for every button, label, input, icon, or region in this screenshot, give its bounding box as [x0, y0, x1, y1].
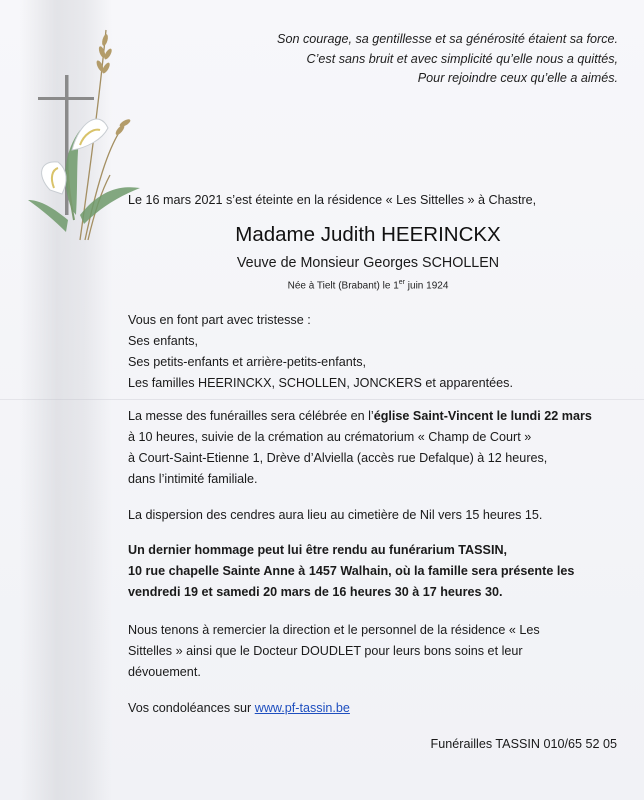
- announcement-intro: Le 16 mars 2021 s’est éteinte en la résidence « Les Sittelles » à Chastre,: [128, 193, 537, 207]
- thanks-line: Sittelles » ainsi que le Docteur DOUDLET pour leurs bons soins et leur: [128, 644, 523, 658]
- funeral-line: dans l’intimité familiale.: [128, 472, 258, 486]
- condolences-line: [128, 698, 350, 719]
- condolences-label: Vos condoléances sur: [128, 701, 255, 715]
- tribute-block: [128, 540, 574, 603]
- epigraph-line: C’est sans bruit et avec simplicité qu’elle nous a quittés,: [306, 51, 618, 66]
- tribute-line: Un dernier hommage peut lui être rendu au funérarium TASSIN,: [128, 543, 508, 557]
- epigraph: [277, 30, 618, 89]
- birth-line: [128, 279, 608, 291]
- birth-prefix: Née à Tielt (Brabant) le 1: [287, 280, 399, 292]
- birth-suffix: juin 1924: [405, 280, 449, 292]
- family-block: [128, 310, 513, 394]
- funeral-line: à Court-Saint-Etienne 1, Drève d’Alviella (accès rue Defalque) à 12 heures,: [128, 451, 548, 465]
- condolences-link[interactable]: www.pf-tassin.be: [254, 701, 350, 715]
- thanks-line: dévouement.: [128, 665, 201, 679]
- funeral-line-text: La messe des funérailles sera célébrée en l’: [128, 409, 374, 423]
- tribute-line: 10 rue chapelle Sainte Anne à 1457 Walhain, où la famille sera présente les: [128, 564, 575, 578]
- funeral-line: à 10 heures, suivie de la crémation au crématorium « Champ de Court »: [128, 430, 532, 444]
- church-date: église Saint-Vincent le lundi 22 mars: [373, 409, 592, 423]
- paper-fold: [0, 399, 644, 400]
- birth-ordinal: er: [398, 279, 406, 286]
- tribute-line: vendredi 19 et samedi 20 mars de 16 heures 30 à 17 heures 30.: [128, 585, 503, 599]
- family-line: Vous en font part avec tristesse :: [128, 313, 311, 327]
- family-line: Ses petits-enfants et arrière-petits-enfants,: [128, 355, 366, 369]
- family-line: Ses enfants,: [128, 334, 199, 348]
- funeral-block: [128, 406, 592, 490]
- thanks-block: [128, 620, 540, 683]
- family-line: Les familles HEERINCKX, SCHOLLEN, JONCKERS et apparentées.: [128, 376, 513, 390]
- funeral-line: [128, 406, 592, 427]
- thanks-line: Nous tenons à remercier la direction et le personnel de la résidence « Les: [128, 623, 540, 637]
- dispersion-line: La dispersion des cendres aura lieu au cimetière de Nil vers 15 heures 15.: [128, 508, 543, 522]
- epigraph-line: Son courage, sa gentillesse et sa générosité étaient sa force.: [277, 32, 618, 46]
- funeral-home-contact: Funérailles TASSIN 010/65 52 05: [430, 737, 617, 751]
- widow-of-line: Veuve de Monsieur Georges SCHOLLEN: [236, 255, 500, 271]
- deceased-name: Madame Judith HEERINCKX: [235, 223, 501, 246]
- epigraph-line: Pour rejoindre ceux qu’elle a aimés.: [417, 71, 618, 85]
